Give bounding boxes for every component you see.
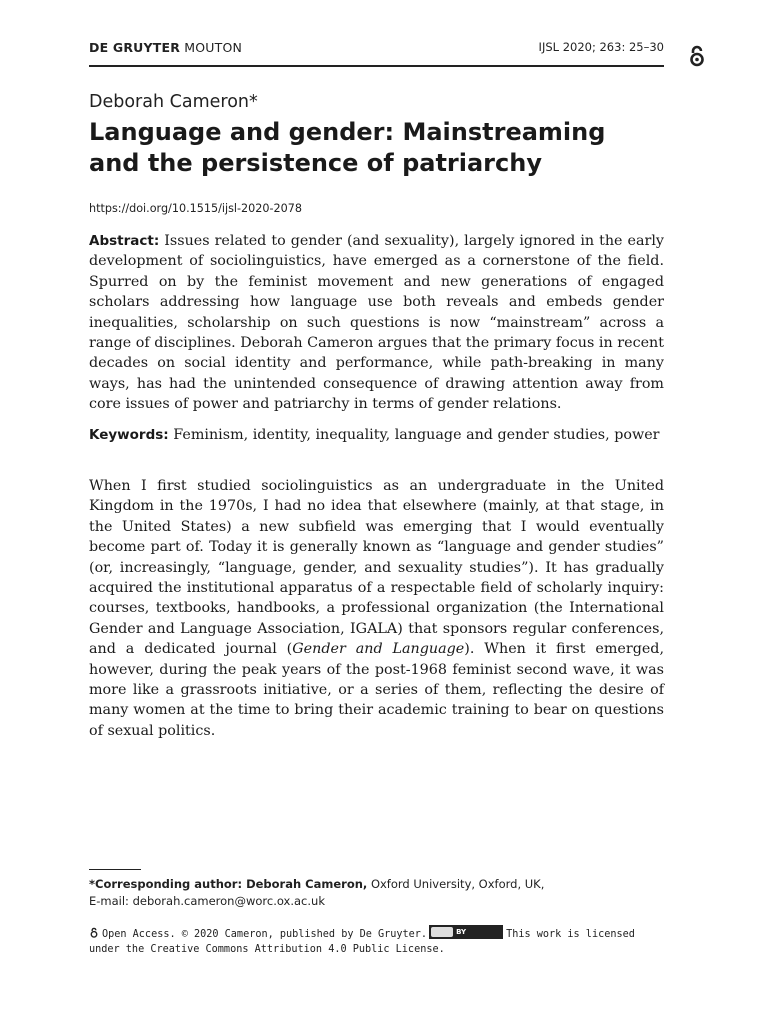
body-paragraph: When I first studied sociolinguistics as an undergraduate in the United Kingdom in the 1970s, I had no idea that elsewhere (mainly, at that stage, in the United States) a new subfield was emerging that I would eventually become part of. Today it is generally known as “language and gender studies” (or, increasingly, “language, gender, and sexuality studies”). It has gradually acquired the institutional apparatus of a respectable field of scholarly inquiry: courses, textbooks, handbooks, a professional organization (the International Gender and Language Association, IGALA) that sponsors regular conferences, and a dedicated journal (Gender and Language). When it first emerged, however, during the peak years of the post-1968 feminist second wave, it was more like a grassroots initiative, or a series of them, reflecting the desire of many women at the time to bring their academic training to bear on questions of sexual politics. [89, 478, 665, 739]
license-statement: Open Access. © 2020 Cameron, published by De Gruyter. BY This work is licensed under the Creative Commons Attribution 4.0 Public License. [89, 925, 664, 957]
corresponding-author-footnote [89, 876, 664, 910]
open-access-icon [688, 45, 706, 67]
footnote-rule [89, 869, 141, 870]
publisher-name: DE GRUYTER MOUTON [89, 40, 243, 55]
abstract [89, 231, 664, 415]
journal-title-italic: Gender and Language [292, 641, 465, 658]
author-affiliation: Oxford University, Oxford, UK, [370, 877, 545, 891]
title-line-1: Language and gender: Mainstreaming [89, 118, 606, 146]
article-title [89, 117, 664, 179]
abstract-text: Issues related to gender (and sexuality), largely ignored in the early development of sociolinguistics, have emerged as a cornerstone of the field. Spurred on by the feminist movement and new generations of engaged scholars addressing how language use both reveals and embeds gender inequalities, scholarship on such questions is now “mainstream” across a range of disciplines. Deborah Cameron argues that the primary focus in recent decades on social identity and performance, while path-breaking in many ways, has had the unintended consequence of drawing attention away from core issues of power and patriarchy in terms of gender relations. [89, 233, 664, 413]
keywords-text: Feminism, identity, inequality, language and gender studies, power [173, 427, 660, 443]
corresponding-author-label: *Corresponding author: Deborah Cameron, [89, 877, 368, 891]
author-email[interactable]: E-mail: deborah.cameron@worc.ox.ac.uk [89, 894, 325, 908]
journal-reference: IJSL 2020; 263: 25–30 [538, 40, 664, 54]
keywords [89, 425, 664, 445]
cc-icon [431, 927, 453, 937]
author-name: Deborah Cameron* [89, 92, 258, 112]
title-line-2: and the persistence of patriarchy [89, 149, 542, 177]
doi-link[interactable]: https://doi.org/10.1515/ijsl-2020-2078 [89, 202, 303, 215]
header-rule [89, 65, 664, 67]
running-header [89, 40, 664, 58]
cc-by-license-badge[interactable]: BY [429, 925, 503, 939]
open-access-small-icon [89, 927, 99, 938]
keywords-label: Keywords: [89, 427, 169, 443]
abstract-label: Abstract: [89, 233, 160, 249]
